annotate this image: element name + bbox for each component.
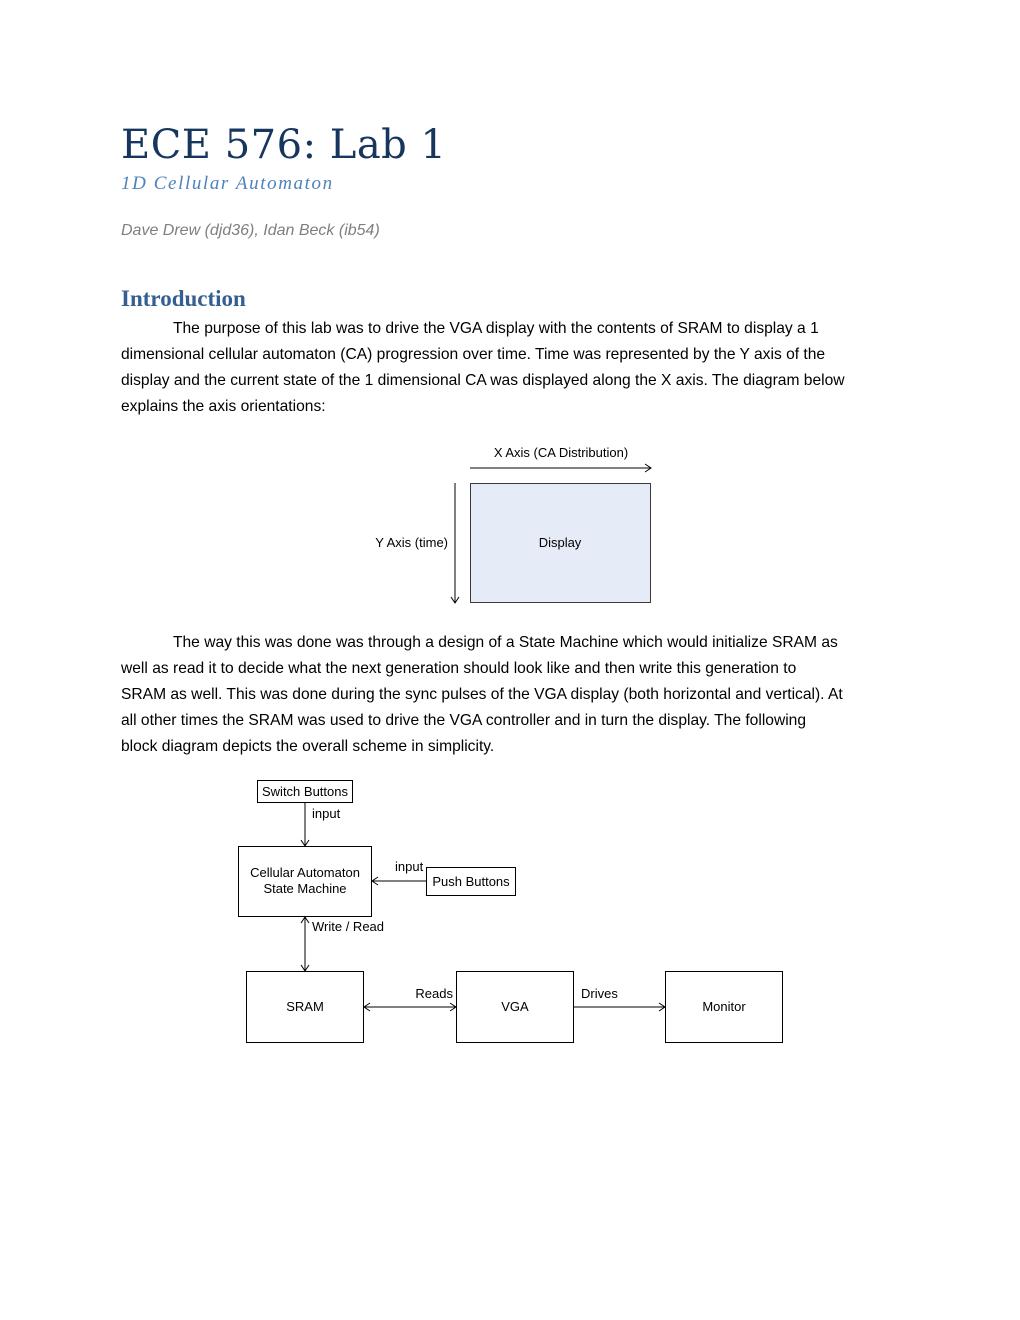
y-axis-label: Y Axis (time) xyxy=(375,535,448,550)
block-diagram xyxy=(239,781,783,1043)
write-read-label: Write / Read xyxy=(312,919,385,934)
text-line: well as read it to decide what the next generation should look like and then write this generation to xyxy=(121,660,797,677)
x-axis-label: X Axis (CA Distribution) xyxy=(493,445,629,460)
document-subtitle: 1D Cellular Automaton xyxy=(121,173,334,194)
switch-buttons-label: Switch Buttons xyxy=(262,784,348,799)
input-label: input xyxy=(395,859,424,874)
ca-label-line1: Cellular Automaton xyxy=(250,865,360,880)
text-line: block diagram depicts the overall scheme in simplicity. xyxy=(121,738,495,755)
reads-label: Reads xyxy=(415,986,453,1001)
display-label: Display xyxy=(538,535,582,550)
text-line: SRAM as well. This was done during the sync pulses of the VGA display (both horizontal and vertical). At xyxy=(121,686,843,703)
text-line: all other times the SRAM was used to drive the VGA controller and in turn the display. The following xyxy=(121,712,807,729)
document-title: ECE 576: Lab 1 xyxy=(121,122,447,168)
sram-label: SRAM xyxy=(286,999,324,1014)
vga-label: VGA xyxy=(501,999,529,1014)
push-buttons-label: Push Buttons xyxy=(432,874,510,889)
text-line: The purpose of this lab was to drive the VGA display with the contents of SRAM to display a 1 xyxy=(121,320,819,337)
monitor-label: Monitor xyxy=(702,999,746,1014)
axis-diagram xyxy=(375,445,651,603)
ca-label-line2: State Machine xyxy=(263,881,347,896)
text-line: explains the axis orientations: xyxy=(121,398,326,415)
text-line: dimensional cellular automaton (CA) progression over time. Time was represented by the Y axis of the xyxy=(121,346,826,363)
authors: Dave Drew (djd36), Idan Beck (ib54) xyxy=(121,222,380,239)
text-line: The way this was done was through a design of a State Machine which would initialize SRAM as xyxy=(121,634,838,651)
text-line: display and the current state of the 1 dimensional CA was displayed along the X axis. The diagram below xyxy=(121,372,845,389)
drives-label: Drives xyxy=(581,986,618,1001)
input-label: input xyxy=(312,806,341,821)
section-heading-introduction: Introduction xyxy=(121,286,246,311)
